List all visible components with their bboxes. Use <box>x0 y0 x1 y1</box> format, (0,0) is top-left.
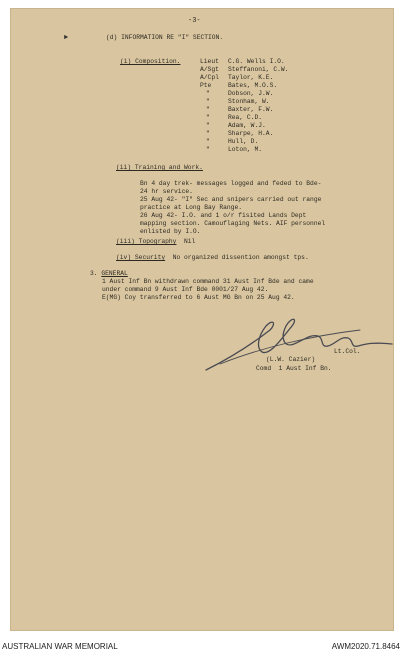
page-number: -3- <box>188 17 201 25</box>
document-page <box>10 8 394 631</box>
signature-title: Comd 1 Aust Inf Bn. <box>256 365 332 372</box>
training-line-5: 26 Aug 42- I.O. and 1 o/r fisited Lands Dept <box>140 212 307 219</box>
composition-rank-9: " <box>206 122 210 129</box>
training-label <box>116 164 203 171</box>
composition-label-text: (i) Composition. <box>120 58 181 65</box>
general-line-2: under command 9 Aust Inf Bde 0001/27 Aug 42. <box>102 286 269 293</box>
signature-rank: Lt.Col. <box>334 348 361 355</box>
training-line-1: Bn 4 day trek- messages logged and feded to Bde- <box>140 180 322 187</box>
training-line-6: mapping section. Camouflaging Nets. AIF personnel <box>140 220 326 227</box>
composition-rank-7: " <box>206 106 210 113</box>
topography-row <box>116 238 195 245</box>
training-line-2: 24 hr service. <box>140 188 193 195</box>
footer-credit: AUSTRALIAN WAR MEMORIAL <box>2 642 118 651</box>
composition-rank-5: " <box>206 90 210 97</box>
composition-label <box>120 58 180 65</box>
general-line-1: 1 Aust Inf Bn withdrawn command 31 Aust Inf Bde and came <box>102 278 314 285</box>
composition-name-9: Adam, W.J. <box>228 122 266 129</box>
composition-rank-2: A/Sgt <box>200 66 219 73</box>
composition-name-4: Bates, M.O.S. <box>228 82 278 89</box>
training-line-7: enlisted by I.O. <box>140 228 201 235</box>
signature-name: (L.W. Cazier) <box>266 356 316 363</box>
topography-label: (iii) Topography <box>116 238 177 245</box>
composition-name-3: Taylor, K.E. <box>228 74 274 81</box>
composition-rank-4: Pte <box>200 82 212 89</box>
composition-name-2: Steffanoni, C.W. <box>228 66 289 73</box>
composition-rank-1: Lieut <box>200 58 219 65</box>
composition-name-8: Rea, C.D. <box>228 114 263 121</box>
composition-name-5: Dobson, J.W. <box>228 90 274 97</box>
footer-bar <box>0 638 404 653</box>
general-heading: GENERAL <box>101 270 128 277</box>
composition-name-10: Sharpe, H.A. <box>228 130 274 137</box>
composition-name-1: C.G. Wells I.O. <box>228 58 285 65</box>
training-line-3: 25 Aug 42- "I" Sec and snipers carried out range <box>140 196 322 203</box>
security-label: (iv) Security <box>116 254 166 261</box>
composition-rank-3: A/Cpl <box>200 74 219 81</box>
composition-rank-12: " <box>206 146 210 153</box>
composition-name-11: Hull, D. <box>228 138 259 145</box>
composition-rank-8: " <box>206 114 210 121</box>
topography-value: Nil <box>184 238 196 245</box>
footer-accession-number: AWM2020.71.8464 <box>331 642 400 651</box>
composition-name-7: Baxter, F.W. <box>228 106 274 113</box>
composition-name-6: Stonham, W. <box>228 98 270 105</box>
composition-rank-10: " <box>206 130 210 137</box>
composition-rank-11: " <box>206 138 210 145</box>
general-number: 3. <box>90 270 98 277</box>
composition-rank-6: " <box>206 98 210 105</box>
general-line-3: E(MG) Coy transferred to 6 Aust MG Bn on 25 Aug 42. <box>102 294 295 301</box>
security-row <box>116 254 309 261</box>
general-heading-row <box>90 270 128 277</box>
composition-name-12: Loton, M. <box>228 146 263 153</box>
training-label-text: (ii) Training and Work. <box>116 164 203 171</box>
section-d-heading: (d) INFORMATION RE "I" SECTION. <box>106 34 224 41</box>
pen-mark: ► <box>64 34 69 42</box>
training-line-4: practice at Long Bay Range. <box>140 204 243 211</box>
security-value: No organized dissention amongst tps. <box>172 254 309 261</box>
